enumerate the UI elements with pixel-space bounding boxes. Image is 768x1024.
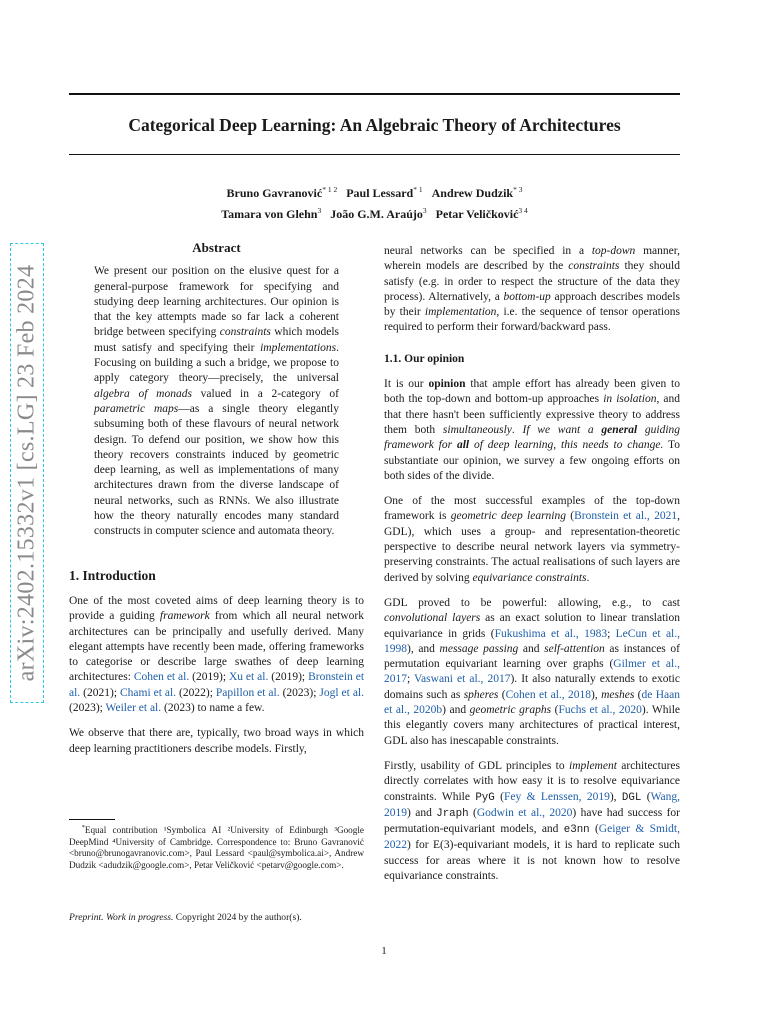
citation-link[interactable]: de Haan et al., 2020b	[384, 688, 680, 717]
citation-link[interactable]: Godwin et al., 2020	[476, 806, 573, 819]
body-paragraph: Firstly, usability of GDL principles to implement architectures directly correlates with how easy it is to resolve equivariance constraints. While PyG (Fey & Lenssen, 2019), DGL (Wang, 2019) and Jraph (Godwin et al., 2020) have had success for permutation-equivariant models, and e3nn (Geiger & Smidt, 2022) for E(3)-equivariant models, it is hard to replicate such success for areas where it is not known how to resolve equivariance constraints.	[384, 759, 681, 882]
citation-link[interactable]: Xu et al.	[228, 671, 269, 684]
citation-link[interactable]: Gilmer et al., 2017	[384, 658, 680, 686]
section-heading-introduction: 1. Introduction	[69, 567, 156, 583]
library-name: Jraph	[436, 807, 469, 820]
citation-link[interactable]: Papillon et al.	[215, 686, 280, 699]
citation-link[interactable]: Chami et al.	[119, 686, 177, 699]
citation-link[interactable]: Cohen et al.	[133, 671, 190, 684]
library-name: PyG	[475, 791, 495, 804]
subsection-heading-opinion: 1.1. Our opinion	[384, 352, 465, 365]
intro-paragraph: One of the most coveted aims of deep learning theory is to provide a guiding framework from which all neural network architectures can be principally and usefully derived. Many elegant attempts have recently been made, offering frameworks to categorise or describe large swathes of deep learning architectures: Cohen et al. (2019); Xu et al. (2019); Bronstein et al. (2021); Chami et al. (2022); Papillon et al. (2023); Jogl et al. (2023); Weiler et al. (2023) to name a few.	[69, 594, 365, 715]
author: Petar Veličković$^{3 4}$	[435, 206, 528, 221]
author: Paul Lessard$^{* 1}$	[346, 185, 423, 200]
citation-link[interactable]: Fukushima et al., 1983	[494, 627, 608, 640]
body-paragraph: neural networks can be specified in a top-down manner, wherein models are described by the constraints they should satisfy (e.g. in order to respect the structure of the data they process). Alternatively, a bottom-up approach describes models by their implementation, i.e. the sequence of tensor operations required to perform their forward/backward pass.	[384, 245, 680, 334]
author-list	[69, 181, 680, 223]
footnotes: *Equal contribution ¹Symbolica AI ²University of Edinburgh ³Google DeepMind ⁴University of Cambridge. Correspondence to: Bruno Gavranović <bruno@brunogavranovic.com>, Paul Lessard <paul@symbolica.ai>, Andrew Dudzik <adudzik@google.com>, Petar Veličković <petarv@google.com>.	[69, 824, 365, 870]
citation-link[interactable]: Cohen et al., 2018	[505, 688, 592, 701]
footnote-rule	[69, 819, 115, 820]
abstract-body: We present our position on the elusive quest for a general-purpose framework for specifying and studying deep learning architectures. Our opinion is that the key attempts made so far lack a coherent bridge between specifying constraints which models must satisfy and specifying their implementations. Focusing on building a such a bridge, we propose to apply category theory—precisely, the universal algebra of monads valued in a 2-category of parametric maps—as a single theory elegantly subsuming both of these flavours of neural network design. To defend our position, we show how this theory recovers constraints induced by geometric deep learning, as well as implementations of many architectures drawn from the diverse landscape of neural networks, such as RNNs. We also illustrate how the theory naturally encodes many standard constructs in computer science and automata theory.	[94, 265, 340, 538]
citation-link[interactable]: Geiger & Smidt, 2022	[384, 823, 680, 852]
citation-link[interactable]: Weiler et al.	[105, 702, 162, 715]
author-line-1	[69, 181, 680, 202]
author: Andrew Dudzik$^{* 3}$	[431, 185, 523, 200]
author: João G.M. Araújo$^3$	[330, 206, 427, 221]
citation-link[interactable]: Fuchs et al., 2020	[558, 704, 642, 717]
abstract-heading: Abstract	[192, 240, 241, 255]
left-column	[69, 240, 364, 767]
author-line-2	[69, 202, 680, 223]
intro-paragraph: We observe that there are, typically, two broad ways in which deep learning practitioners describe models. Firstly,	[69, 727, 364, 755]
citation-link[interactable]: Jogl et al.	[319, 686, 364, 699]
page-number: 1	[381, 945, 387, 957]
citation-link[interactable]: Vaswani et al., 2017	[414, 673, 511, 686]
citation-link[interactable]: Wang, 2019	[384, 790, 680, 819]
arxiv-stamp-text: arXiv:2402.15332v1 [cs.LG] 23 Feb 2024	[13, 264, 40, 682]
title-top-rule	[69, 93, 680, 95]
library-name: DGL	[621, 791, 642, 804]
right-column	[384, 244, 680, 894]
preprint-notice: Preprint. Work in progress. Copyright 2024 by the author(s).	[69, 912, 302, 923]
arxiv-stamp[interactable]	[10, 243, 44, 703]
author: Bruno Gavranović$^{* 1 2}$	[226, 185, 338, 200]
paper-title: Categorical Deep Learning: An Algebraic Theory of Architectures	[128, 115, 621, 135]
citation-link[interactable]: LeCun et al., 1998	[384, 627, 681, 655]
citation-link[interactable]: Fey & Lenssen, 2019	[503, 790, 610, 803]
citation-link[interactable]: Bronstein et al.	[69, 671, 365, 699]
title-bottom-rule	[69, 154, 680, 155]
body-paragraph: GDL proved to be powerful: allowing, e.g., to cast convolutional layers as an exact solution to linear translation equivariance in grids (Fukushima et al., 1983; LeCun et al., 1998), and message passing and self-attention as instances of permutation equivariant learning over graphs (Gilmer et al., 2017; Vaswani et al., 2017). It also naturally extends to exotic domains such as spheres (Cohen et al., 2018), meshes (de Haan et al., 2020b) and geometric graphs (Fuchs et al., 2020). While this elegantly covers many architectures of practical interest, GDL also has inescapable constraints.	[384, 596, 681, 747]
library-name: e3nn	[563, 824, 590, 837]
author: Tamara von Glehn$^3$	[221, 206, 322, 221]
citation-link[interactable]: Bronstein et al., 2021	[574, 510, 678, 523]
body-paragraph: One of the most successful examples of the top-down framework is geometric deep learning (Bronstein et al., 2021, GDL), which uses a group- and representation-theoretic perspective to describe neural network layers via symmetry-preserving constraints. The actual realisations of such layers are derived by solving equivariance constraints.	[384, 495, 680, 584]
body-paragraph: It is our opinion that ample effort has already been given to both the top-down and bottom-up approaches in isolation, and that there hasn't been sufficiently expressive theory to address them both simultaneously. If we want a general guiding framework for all of deep learning, this needs to change. To substantiate our opinion, we survey a few ongoing efforts on both sides of the divide.	[384, 378, 681, 482]
